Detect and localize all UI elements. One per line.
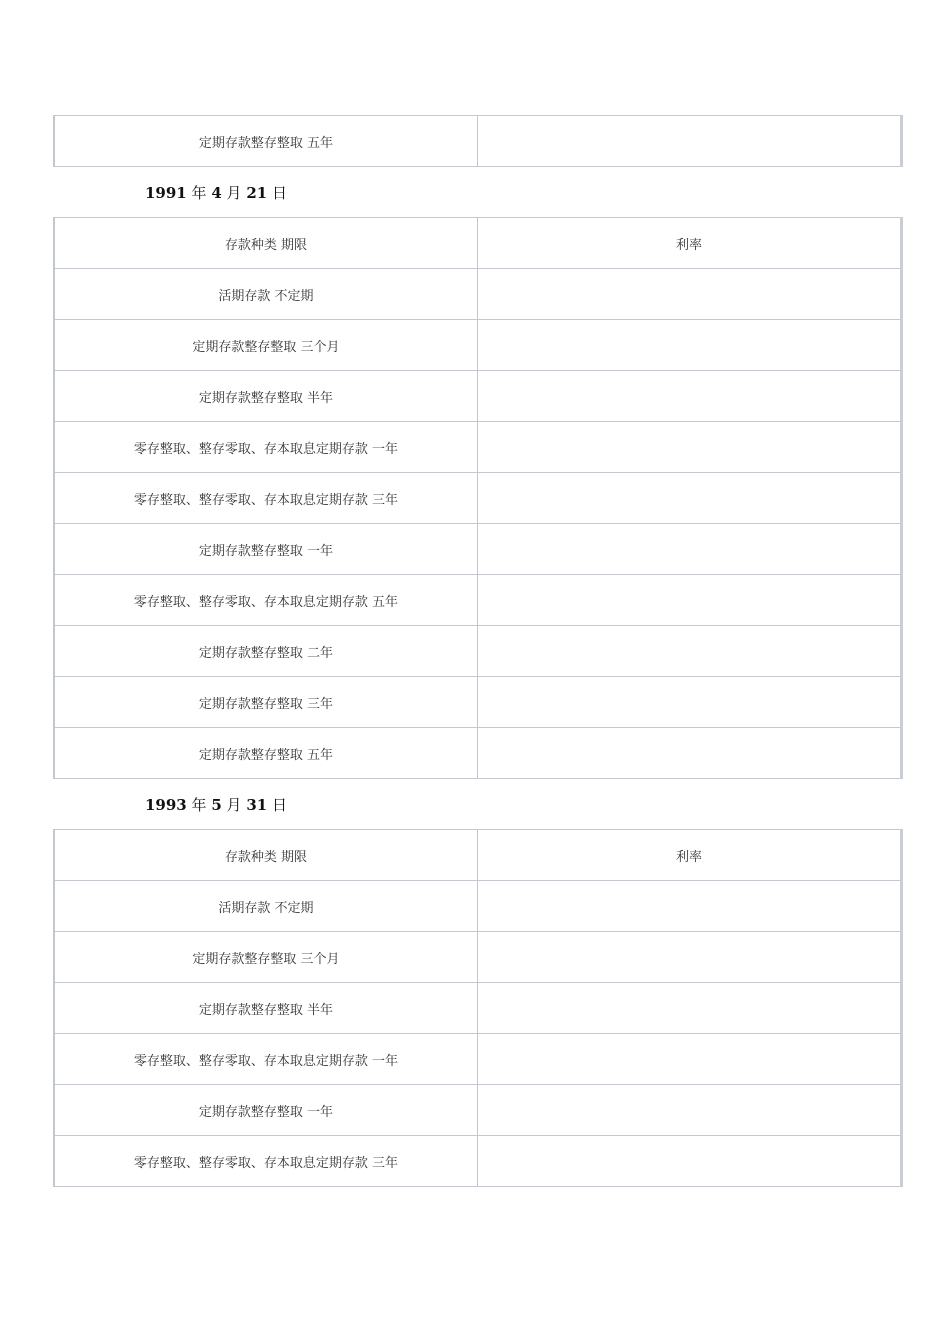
day-value: 21 — [246, 184, 268, 202]
deposit-type-cell: 定期存款整存整取 三年 — [54, 677, 478, 728]
rate-cell — [478, 1136, 902, 1187]
column-header-rate: 利率 — [478, 218, 902, 269]
rate-cell — [478, 116, 902, 167]
year-value: 1991 — [145, 184, 187, 202]
table-row — [54, 728, 902, 779]
year-unit: 年 — [191, 184, 207, 202]
rate-cell — [478, 371, 902, 422]
rate-cell — [478, 983, 902, 1034]
year-unit: 年 — [191, 796, 207, 814]
deposit-type-cell: 零存整取、整存零取、存本取息定期存款 三年 — [54, 473, 478, 524]
deposit-type-cell: 定期存款整存整取 半年 — [54, 983, 478, 1034]
table-row — [54, 575, 902, 626]
deposit-type-cell: 定期存款整存整取 二年 — [54, 626, 478, 677]
rate-table-1993 — [53, 829, 903, 1187]
rate-cell — [478, 626, 902, 677]
rate-cell — [478, 677, 902, 728]
deposit-type-cell: 零存整取、整存零取、存本取息定期存款 五年 — [54, 575, 478, 626]
rate-table-continued — [53, 115, 903, 167]
day-value: 31 — [246, 796, 268, 814]
rate-cell — [478, 269, 902, 320]
deposit-type-cell: 零存整取、整存零取、存本取息定期存款 一年 — [54, 1034, 478, 1085]
column-header-type: 存款种类 期限 — [54, 218, 478, 269]
rate-table-1991 — [53, 217, 903, 779]
deposit-type-cell: 定期存款整存整取 一年 — [54, 524, 478, 575]
date-heading-1991 — [145, 182, 287, 203]
day-unit: 日 — [272, 796, 288, 814]
column-header-rate: 利率 — [478, 830, 902, 881]
day-unit: 日 — [272, 184, 288, 202]
table-row — [54, 626, 902, 677]
deposit-type-cell: 活期存款 不定期 — [54, 881, 478, 932]
table-row — [54, 1034, 902, 1085]
rate-cell — [478, 524, 902, 575]
deposit-type-cell: 定期存款整存整取 一年 — [54, 1085, 478, 1136]
deposit-type-cell: 零存整取、整存零取、存本取息定期存款 三年 — [54, 1136, 478, 1187]
table-row — [54, 422, 902, 473]
year-value: 1993 — [145, 796, 187, 814]
table-row — [54, 371, 902, 422]
rate-cell — [478, 1085, 902, 1136]
rate-cell — [478, 473, 902, 524]
month-unit: 月 — [226, 184, 242, 202]
table-header-row — [54, 218, 902, 269]
table-header-row — [54, 830, 902, 881]
deposit-type-cell: 零存整取、整存零取、存本取息定期存款 一年 — [54, 422, 478, 473]
table-row — [54, 983, 902, 1034]
table-row — [54, 116, 902, 167]
rate-cell — [478, 320, 902, 371]
rate-cell — [478, 422, 902, 473]
table-row — [54, 1136, 902, 1187]
rate-cell — [478, 728, 902, 779]
rate-cell — [478, 1034, 902, 1085]
table-row — [54, 524, 902, 575]
deposit-type-cell: 定期存款整存整取 三个月 — [54, 932, 478, 983]
rate-cell — [478, 932, 902, 983]
rate-cell — [478, 575, 902, 626]
table-row — [54, 269, 902, 320]
table-row — [54, 932, 902, 983]
table-row — [54, 320, 902, 371]
column-header-type: 存款种类 期限 — [54, 830, 478, 881]
table-row — [54, 1085, 902, 1136]
month-value: 4 — [211, 184, 222, 202]
month-unit: 月 — [226, 796, 242, 814]
date-heading-1993 — [145, 794, 287, 815]
deposit-type-cell: 定期存款整存整取 五年 — [54, 116, 478, 167]
deposit-type-cell: 定期存款整存整取 三个月 — [54, 320, 478, 371]
deposit-type-cell: 定期存款整存整取 半年 — [54, 371, 478, 422]
deposit-type-cell: 活期存款 不定期 — [54, 269, 478, 320]
table-row — [54, 473, 902, 524]
table-row — [54, 677, 902, 728]
table-row — [54, 881, 902, 932]
deposit-type-cell: 定期存款整存整取 五年 — [54, 728, 478, 779]
rate-cell — [478, 881, 902, 932]
month-value: 5 — [211, 796, 222, 814]
